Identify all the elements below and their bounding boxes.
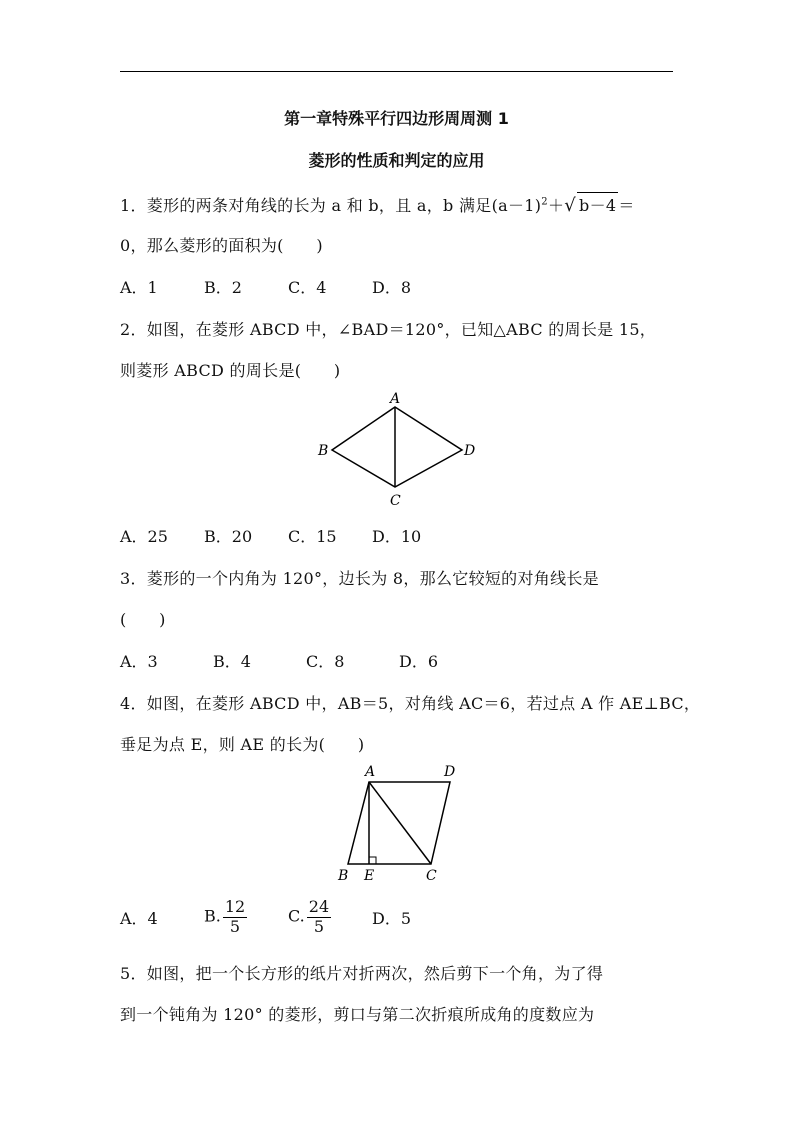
q1-options [120,275,411,298]
q4-line2: 垂足为点 E，则 AE 的长为( ) [120,735,365,754]
q3-option-a: A．3 [120,652,158,671]
q1-line2: 0，那么菱形的面积为( ) [120,236,323,255]
q4-options [120,893,411,941]
q1-expr-a: (a－1) [491,196,542,215]
page-title: 第一章特殊平行四边形周周测 1 [284,109,509,128]
q3-option-d: D．6 [399,652,439,671]
q1-text: 1．菱形的两条对角线的长为 a 和 b，且 a，b 满足 [120,196,492,215]
q2-rhombus [332,407,462,487]
q1-option-a: A．1 [120,278,158,297]
q4-rhombus [348,782,450,864]
q5-line2: 到一个钝角为 120° 的菱形，剪口与第二次折痕所成角的度数应为 [120,1005,595,1024]
q1-expr-b: b－4 [577,192,618,216]
q2-option-d: D．10 [372,527,422,546]
q4-option-c [288,898,372,936]
radical-sign-icon: √ [564,195,577,216]
q2-label-a: A [390,391,401,407]
q2-label-b: B [318,443,329,459]
q3-options [120,649,438,672]
header-rule [120,71,673,72]
right-angle-mark-icon [369,857,376,864]
q2-line2: 则菱形 ABCD 的周长是( ) [120,361,341,380]
q4-option-c-denominator: 5 [313,916,325,936]
q2-line1: 2．如图，在菱形 ABCD 中，∠BAD＝120°，已知△ABC 的周长是 15， [120,320,657,339]
q4-diagonal-ac [369,782,431,864]
q5-line1: 5．如图，把一个长方形的纸片对折两次，然后剪下一个角，为了得 [120,964,604,983]
page-subtitle: 菱形的性质和判定的应用 [308,151,485,170]
q3-option-b: B．4 [213,652,251,671]
q1-exponent: 2 [541,196,548,208]
q4-option-b-prefix: B. [204,906,221,926]
q4-option-b-fraction [223,898,247,936]
q4-option-c-fraction [307,898,331,936]
q4-line1: 4．如图，在菱形 ABCD 中，AB＝5，对角线 AC＝6，若过点 A 作 AE⊥BC， [120,694,701,713]
q4-label-c: C [426,868,437,884]
q2-options [120,524,421,547]
q4-label-e: E [364,868,375,884]
q4-label-d: D [444,764,456,780]
q4-option-c-prefix: C. [288,906,305,926]
q4-label-a: A [365,764,376,780]
q1-option-b: B．2 [204,278,242,297]
q1-line1 [120,192,635,216]
q3-option-c: C．8 [306,652,345,671]
q2-option-c: C．15 [288,527,337,546]
q4-option-b [204,898,288,936]
q4-option-b-numerator: 12 [224,897,246,917]
q1-option-c: C．4 [288,278,327,297]
q4-label-b: B [338,868,349,884]
q2-label-d: D [464,443,476,459]
q2-rhombus-figure [310,385,490,515]
q4-rhombus-figure [330,760,470,886]
q2-option-b: B．20 [204,527,253,546]
q4-option-b-denominator: 5 [229,916,241,936]
q1-equals: ＝ [618,196,635,215]
q3-line2: ( ) [120,610,166,629]
q1-option-d: D．8 [372,278,412,297]
q4-option-d: D．5 [372,908,412,928]
q4-option-c-numerator: 24 [308,897,330,917]
q2-label-c: C [390,493,401,509]
q1-plus: ＋ [547,196,565,215]
q2-option-a: A．25 [120,527,168,546]
q3-line1: 3．菱形的一个内角为 120°，边长为 8，那么它较短的对角线长是 [120,569,599,588]
q4-option-a: A．4 [120,908,158,928]
